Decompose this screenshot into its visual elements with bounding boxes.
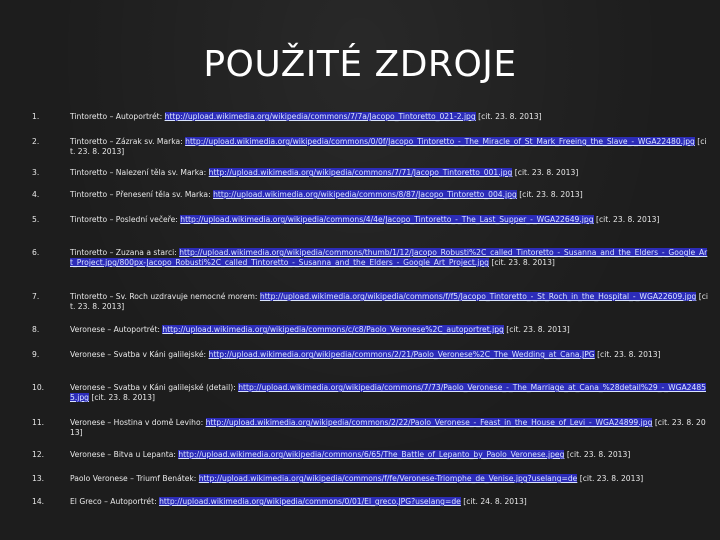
reference-link[interactable]: http://upload.wikimedia.org/wikipedia/commons/7/73/Paolo_Veronese_-_The_Marriage_at_Cana_%28detail%29_-_WGA24855.jpg — [70, 383, 706, 402]
reference-number: 2. — [32, 137, 40, 146]
reference-text — [70, 350, 710, 360]
reference-label: Veronese – Svatba v Káni galilejské: — [70, 350, 209, 359]
reference-link[interactable]: http://upload.wikimedia.org/wikipedia/commons/7/7a/Jacopo_Tintoretto_021-2.jpg — [164, 112, 476, 121]
reference-citation: [cit. 23. 8. 2013] — [516, 190, 583, 199]
reference-citation: [cit. 23. 8. 2013] — [475, 112, 542, 121]
reference-number: 3. — [32, 168, 40, 177]
reference-text — [70, 418, 710, 438]
reference-number: 1. — [32, 112, 40, 121]
reference-number: 10. — [32, 383, 45, 392]
reference-link[interactable]: http://upload.wikimedia.org/wikipedia/commons/0/0f/Jacopo_Tintoretto_-_The_Miracle_of_St_Mark_Freeing_the_Slave_-_WGA22480.jpg — [185, 137, 695, 146]
reference-label: Tintoretto – Autoportrét: — [70, 112, 165, 121]
reference-label: Tintoretto – Zuzana a starci: — [70, 248, 180, 257]
reference-link[interactable]: http://upload.wikimedia.org/wikipedia/commons/2/21/Paolo_Veronese%2C_The_Wedding_at_Cana.JPG — [208, 350, 595, 359]
reference-text — [70, 292, 710, 312]
reference-citation: [cit. 23. 8. 2013] — [594, 350, 661, 359]
reference-citation: [cit. 23. 8. 2013] — [512, 168, 579, 177]
reference-citation: [cit. 23. 8. 2013] — [89, 393, 155, 402]
reference-link[interactable]: http://upload.wikimedia.org/wikipedia/commons/0/01/El_greco.JPG?uselang=de — [159, 497, 461, 506]
reference-number: 14. — [32, 497, 45, 506]
reference-number: 4. — [32, 190, 40, 199]
reference-citation: [cit. 23. 8. 2013] — [577, 474, 644, 483]
reference-number: 5. — [32, 215, 40, 224]
reference-link[interactable]: http://upload.wikimedia.org/wikipedia/commons/8/87/Jacopo_Tintoretto_004.jpg — [213, 190, 517, 199]
reference-link[interactable]: http://upload.wikimedia.org/wikipedia/commons/thumb/1/12/Jacopo_Robusti%2C_called_Tintoretto_-_Susanna_and_the_Elders_-_Google_Art_Project.jpg/800px-Jacopo_Robusti%2C_called_Tintoretto_-_Susanna_and_the_Elders_-_Google_Art_Project.jpg — [70, 248, 708, 267]
reference-number: 8. — [32, 325, 40, 334]
reference-citation: [cit. 23. 8. 2013] — [70, 137, 707, 156]
reference-label: Veronese – Hostina v domě Leviho: — [70, 418, 206, 427]
reference-label: Tintoretto – Poslední večeře: — [70, 215, 181, 224]
slide-title: POUŽITÉ ZDROJE — [203, 44, 517, 85]
reference-text — [70, 474, 710, 484]
reference-label: Veronese – Bitva u Lepanta: — [70, 450, 179, 459]
reference-label: Tintoretto – Přenesení těla sv. Marka: — [70, 190, 214, 199]
reference-link[interactable]: http://upload.wikimedia.org/wikipedia/commons/7/71/Jacopo_Tintoretto_001.jpg — [208, 168, 513, 177]
reference-link[interactable]: http://upload.wikimedia.org/wikipedia/commons/c/c8/Paolo_Veronese%2C_autoportret.jpg — [162, 325, 504, 334]
reference-text — [70, 450, 710, 460]
reference-citation: [cit. 24. 8. 2013] — [460, 497, 527, 506]
reference-number: 12. — [32, 450, 45, 459]
reference-text — [70, 168, 710, 178]
reference-label: Tintoretto – Zázrak sv. Marka: — [70, 137, 186, 146]
reference-text — [70, 190, 710, 200]
reference-label: Veronese – Autoportrét: — [70, 325, 163, 334]
reference-number: 6. — [32, 248, 40, 257]
reference-citation: [cit. 23. 8. 2013] — [70, 418, 706, 437]
reference-text — [70, 383, 710, 403]
reference-citation: [cit. 23. 8. 2013] — [564, 450, 631, 459]
reference-number: 11. — [32, 418, 45, 427]
reference-number: 7. — [32, 292, 40, 301]
reference-link[interactable]: http://upload.wikimedia.org/wikipedia/commons/2/22/Paolo_Veronese_-_Feast_in_the_House_of_Levi_-_WGA24899.jpg — [205, 418, 653, 427]
reference-citation: [cit. 23. 8. 2013] — [593, 215, 660, 224]
reference-text — [70, 248, 710, 268]
reference-number: 13. — [32, 474, 45, 483]
reference-citation: [cit. 23. 8. 2013] — [488, 258, 555, 267]
reference-label: Tintoretto – Nalezení těla sv. Marka: — [70, 168, 209, 177]
reference-label: El Greco – Autoportrét: — [70, 497, 160, 506]
reference-text — [70, 137, 710, 157]
reference-number: 9. — [32, 350, 40, 359]
reference-text — [70, 112, 710, 122]
reference-link[interactable]: http://upload.wikimedia.org/wikipedia/commons/6/65/The_Battle_of_Lepanto_by_Paolo_Veronese.jpeg — [178, 450, 565, 459]
reference-text — [70, 325, 710, 335]
reference-citation: [cit. 23. 8. 2013] — [503, 325, 570, 334]
reference-label: Tintoretto – Sv. Roch uzdravuje nemocné morem: — [70, 292, 260, 301]
reference-text — [70, 497, 710, 507]
reference-citation: [cit. 23. 8. 2013] — [70, 292, 709, 311]
reference-link[interactable]: http://upload.wikimedia.org/wikipedia/commons/f/fe/Veronese-Triomphe_de_Venise.jpg?uselang=de — [198, 474, 578, 483]
reference-link[interactable]: http://upload.wikimedia.org/wikipedia/commons/f/f5/Jacopo_Tintoretto_-_St_Roch_in_the_Hospital_-_WGA22609.jpg — [259, 292, 697, 301]
reference-text — [70, 215, 710, 225]
reference-label: Paolo Veronese – Triumf Benátek: — [70, 474, 199, 483]
reference-link[interactable]: http://upload.wikimedia.org/wikipedia/commons/4/4e/Jacopo_Tintoretto_-_The_Last_Supper_-_WGA22649.jpg — [180, 215, 594, 224]
reference-label: Veronese – Svatba v Káni galilejské (detail): — [70, 383, 239, 392]
